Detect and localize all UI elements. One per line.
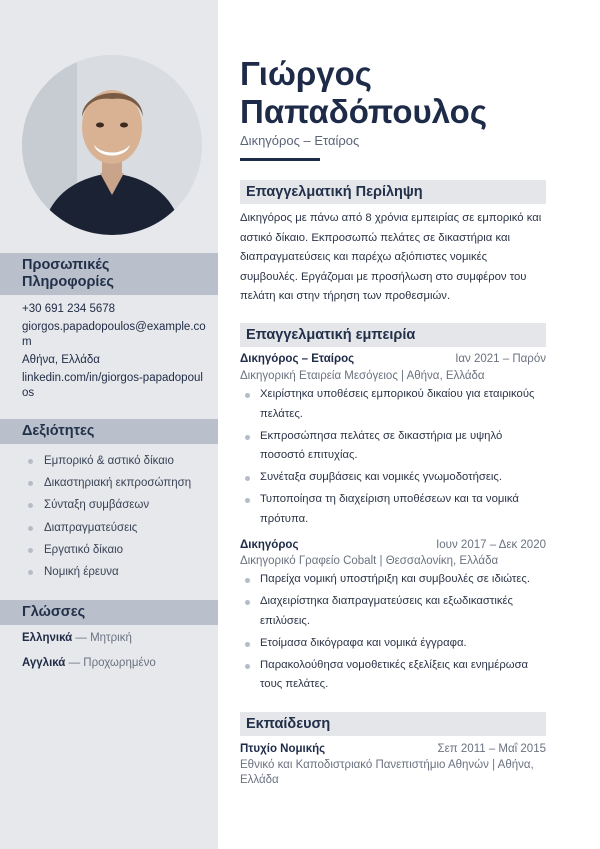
profile-photo [22, 55, 202, 235]
language-item [22, 632, 132, 644]
languages-heading: Γλώσσες [0, 600, 218, 625]
job-organization: Δικηγορικό Γραφείο Cobalt | Θεσσαλονίκη, Ελλάδα [240, 555, 499, 567]
profile-photo-illustration [22, 55, 202, 235]
job-bullet: Διαχειρίστηκα διαπραγματεύσεις και εξωδικαστικές επιλύσεις. [240, 592, 546, 631]
job-bullet: Συνέταξα συμβάσεις και νομικές γνωμοδοτήσεις. [240, 468, 546, 488]
language-name: Αγγλικά [22, 657, 66, 669]
job-bullet: Χειρίστηκα υποθέσεις εμπορικού δικαίου για εταιρικούς πελάτες. [240, 385, 546, 424]
language-item [22, 657, 156, 669]
header-divider [240, 158, 320, 161]
job-bullets [240, 385, 546, 532]
job-organization: Δικηγορική Εταιρεία Μεσόγειος | Αθήνα, Ελλάδα [240, 370, 485, 382]
job-bullet: Παρείχα νομική υποστήριξη και συμβουλές σε ιδιώτες. [240, 570, 546, 590]
skill-item: Σύνταξη συμβάσεων [24, 494, 209, 516]
personal-info-heading: Προσωπικές Πληροφορίες [0, 253, 218, 295]
job-bullet: Εκπροσώπησα πελάτες σε δικαστήρια με υψηλό ποσοστό επιτυχίας. [240, 427, 546, 466]
skill-item: Νομική έρευνα [24, 561, 209, 583]
language-level: — Μητρική [75, 632, 132, 644]
job-dates: Ιαν 2021 – Παρόν [455, 353, 546, 365]
experience-heading: Επαγγελματική εμπειρία [240, 323, 546, 347]
school-name: Εθνικό και Καποδιστριακό Πανεπιστήμιο Αθηνών | Αθήνα, Ελλάδα [240, 759, 534, 786]
phone-text: +30 691 234 5678 [22, 303, 116, 315]
full-name [240, 55, 560, 131]
location-text: Αθήνα, Ελλάδα [22, 354, 100, 366]
education-dates: Σεπ 2011 – Μαΐ 2015 [437, 743, 546, 755]
skill-item: Εμπορικό & αστικό δίκαιο [24, 450, 209, 472]
job-role: Δικηγόρος – Εταίρος [240, 133, 360, 148]
degree-title: Πτυχίο Νομικής [240, 743, 326, 755]
job-bullet: Τυποποίησα τη διαχείριση υποθέσεων και τα νομικά πρότυπα. [240, 490, 546, 529]
skill-item: Δικαστηριακή εκπροσώπηση [24, 472, 209, 494]
skills-list [24, 450, 209, 583]
language-name: Ελληνικά [22, 632, 73, 644]
skills-heading: Δεξιότητες [0, 419, 218, 444]
job-bullets [240, 570, 546, 697]
sidebar [0, 0, 218, 849]
education-heading: Εκπαίδευση [240, 712, 546, 736]
job-title: Δικηγόρος [240, 539, 299, 551]
summary-text: Δικηγόρος με πάνω από 8 χρόνια εμπειρίας σε εμπορικό και αστικό δίκαιο. Εκπροσωπώ πελάτες σε δικαστήρια και διαπραγματεύσεις και παρέχω αξιόπιστες νομικές συμβουλές. Εργάζομαι με προσήλωση στο συμφέρον του πελάτη και στην τήρηση των προθεσμιών. [240, 212, 542, 302]
job-title: Δικηγόρος – Εταίρος [240, 353, 355, 365]
linkedin-text: linkedin.com/in/giorgos-papadopoulos [22, 372, 203, 399]
job-bullet: Παρακολούθησα νομοθετικές εξελίξεις και ενημέρωσα τους πελάτες. [240, 656, 546, 695]
summary-heading: Επαγγελματική Περίληψη [240, 180, 546, 204]
last-name: Παπαδόπουλος [240, 93, 487, 130]
job-dates: Ιουν 2017 – Δεκ 2020 [436, 539, 546, 551]
email-text: giorgos.papadopoulos@example.com [22, 321, 206, 348]
first-name: Γιώργος [240, 55, 372, 92]
language-level: — Προχωρημένο [68, 657, 156, 669]
job-bullet: Ετοίμασα δικόγραφα και νομικά έγγραφα. [240, 634, 546, 654]
skill-item: Διαπραγματεύσεις [24, 517, 209, 539]
skill-item: Εργατικό δίκαιο [24, 539, 209, 561]
